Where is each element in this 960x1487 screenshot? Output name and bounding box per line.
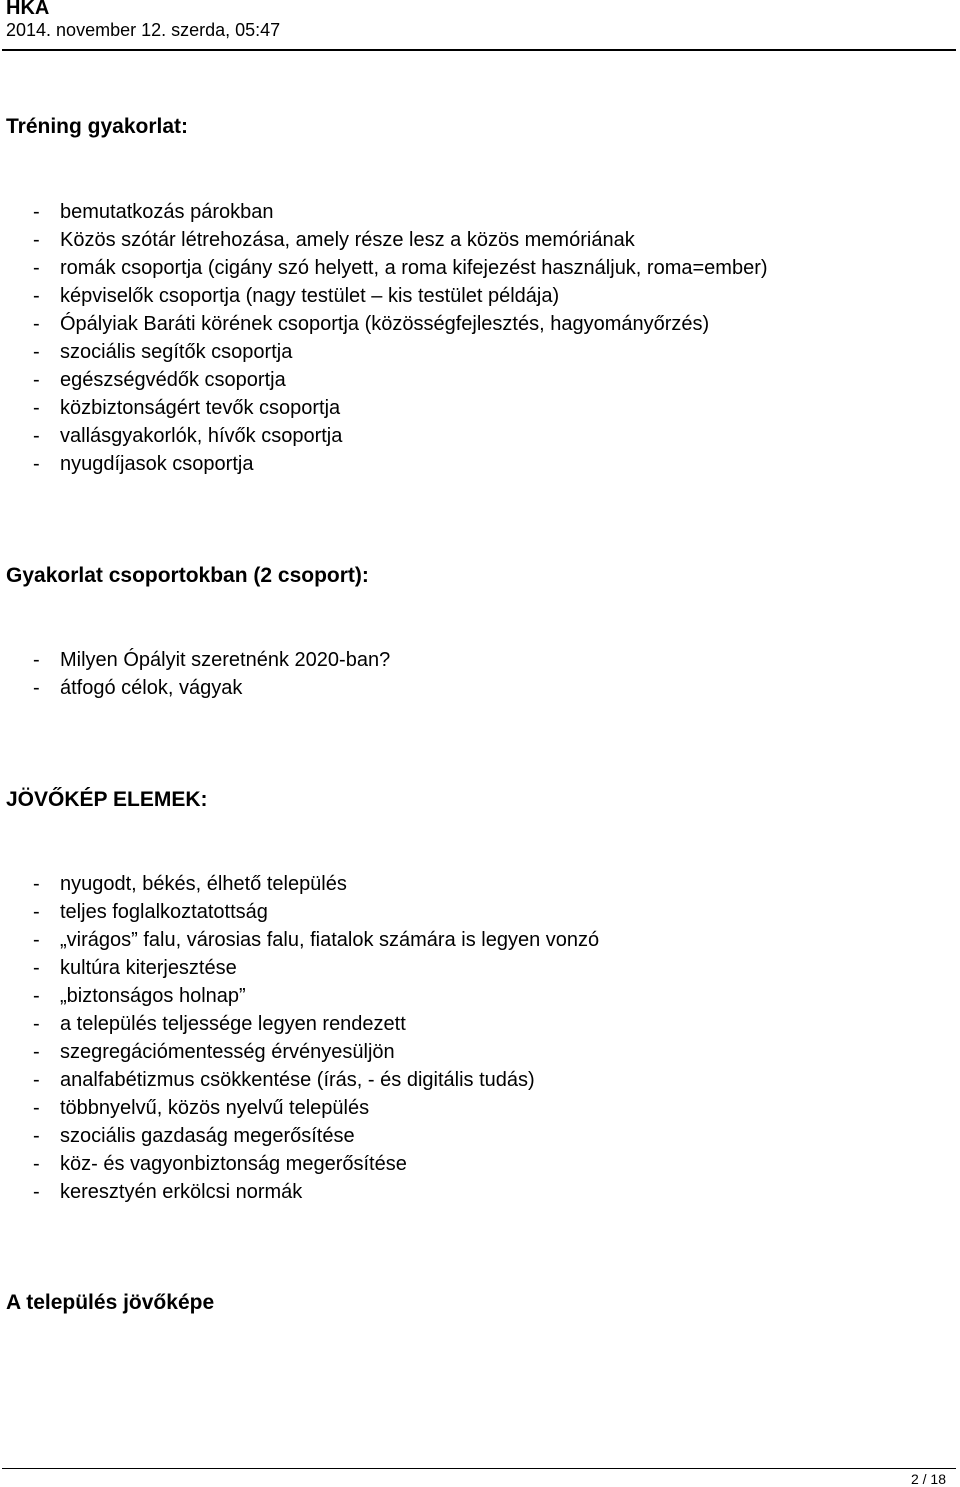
list-item-text: Ópályiak Baráti körének csoportja (közösségfejlesztés, hagyományőrzés): [60, 313, 710, 335]
list-item-text: romák csoportja (cigány szó helyett, a roma kifejezést használjuk, roma=ember): [60, 257, 768, 279]
list-item-text: Közös szótár létrehozása, amely része lesz a közös memóriának: [60, 229, 635, 251]
list-item: [33, 226, 768, 254]
section-heading-settlement-vision: A település jövőképe: [6, 1291, 215, 1314]
list-item: [33, 310, 768, 338]
list-marker: -: [33, 1041, 40, 1063]
section-heading-training: Tréning gyakorlat:: [6, 115, 189, 138]
footer-divider: [2, 1468, 956, 1469]
list-marker: -: [33, 1125, 40, 1147]
list-item-text: Milyen Ópályit szeretnénk 2020-ban?: [60, 649, 391, 671]
list-item-text: többnyelvű, közös nyelvű település: [60, 1097, 370, 1119]
list-marker: -: [33, 677, 40, 699]
list-marker: -: [33, 425, 40, 447]
list-item-text: átfogó célok, vágyak: [60, 677, 243, 699]
list-item-text: kultúra kiterjesztése: [60, 957, 237, 979]
page-number: 2 / 18: [910, 1471, 946, 1487]
list-item: [33, 1122, 599, 1150]
list-marker: -: [33, 229, 40, 251]
list-item: [33, 1094, 599, 1122]
training-list: [33, 198, 768, 478]
list-item: [33, 198, 768, 226]
list-item-text: szegregációmentesség érvényesüljön: [60, 1041, 395, 1063]
list-item: [33, 282, 768, 310]
list-item: [33, 870, 599, 898]
group-exercise-list: [33, 646, 390, 702]
site-title: HKA: [6, 0, 50, 19]
list-marker: -: [33, 341, 40, 363]
list-item: [33, 674, 390, 702]
list-item-text: köz- és vagyonbiztonság megerősítése: [60, 1153, 407, 1175]
section-heading-vision-elements: JÖVŐKÉP ELEMEK:: [6, 788, 208, 811]
list-item-text: analfabétizmus csökkentése (írás, - és digitális tudás): [60, 1069, 535, 1091]
list-marker: -: [33, 285, 40, 307]
list-item: [33, 450, 768, 478]
list-item-text: „biztonságos holnap”: [60, 985, 246, 1007]
list-item-text: teljes foglalkoztatottság: [60, 901, 268, 923]
list-item: [33, 1038, 599, 1066]
section-heading-group-exercise: Gyakorlat csoportokban (2 csoport):: [6, 564, 369, 587]
list-item: [33, 394, 768, 422]
list-item: [33, 954, 599, 982]
list-item-text: a település teljessége legyen rendezett: [60, 1013, 406, 1035]
list-item-text: szociális gazdaság megerősítése: [60, 1125, 355, 1147]
list-marker: -: [33, 1069, 40, 1091]
list-marker: -: [33, 1181, 40, 1203]
list-item-text: nyugdíjasok csoportja: [60, 453, 254, 475]
list-item-text: bemutatkozás párokban: [60, 201, 274, 223]
list-marker: -: [33, 929, 40, 951]
vision-elements-list: [33, 870, 599, 1206]
post-date: 2014. november 12. szerda, 05:47: [6, 20, 281, 40]
list-marker: -: [33, 397, 40, 419]
header-divider: [2, 49, 956, 51]
list-item: [33, 254, 768, 282]
list-marker: -: [33, 453, 40, 475]
list-marker: -: [33, 957, 40, 979]
list-item: [33, 1178, 599, 1206]
list-marker: -: [33, 901, 40, 923]
list-item-text: szociális segítők csoportja: [60, 341, 293, 363]
list-item: [33, 1150, 599, 1178]
list-marker: -: [33, 1153, 40, 1175]
page-header: [6, 0, 956, 41]
list-item-text: „virágos” falu, városias falu, fiatalok számára is legyen vonzó: [60, 929, 600, 951]
list-item-text: keresztyén erkölcsi normák: [60, 1181, 303, 1203]
list-item: [33, 926, 599, 954]
list-marker: -: [33, 649, 40, 671]
list-item: [33, 898, 599, 926]
list-item: [33, 646, 390, 674]
list-marker: -: [33, 257, 40, 279]
list-item: [33, 338, 768, 366]
list-item-text: közbiztonságért tevők csoportja: [60, 397, 341, 419]
list-item-text: képviselők csoportja (nagy testület – kis testület példája): [60, 285, 560, 307]
list-item-text: egészségvédők csoportja: [60, 369, 286, 391]
list-marker: -: [33, 873, 40, 895]
list-item: [33, 366, 768, 394]
list-item: [33, 982, 599, 1010]
list-item: [33, 1010, 599, 1038]
list-marker: -: [33, 1013, 40, 1035]
list-item: [33, 422, 768, 450]
list-item: [33, 1066, 599, 1094]
list-marker: -: [33, 313, 40, 335]
list-item-text: nyugodt, békés, élhető település: [60, 873, 347, 895]
list-marker: -: [33, 369, 40, 391]
list-marker: -: [33, 985, 40, 1007]
list-item-text: vallásgyakorlók, hívők csoportja: [60, 425, 343, 447]
list-marker: -: [33, 1097, 40, 1119]
list-marker: -: [33, 201, 40, 223]
